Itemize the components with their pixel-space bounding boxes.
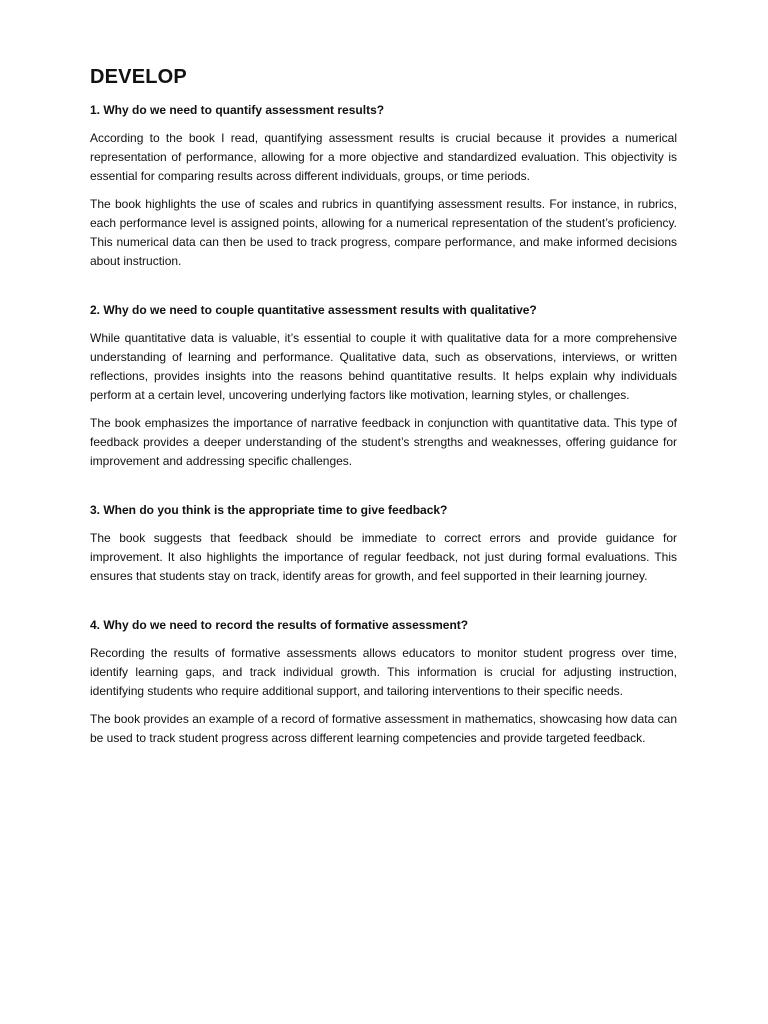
question-heading: 1. Why do we need to quantify assessment results? [90, 103, 385, 117]
answer-paragraph: The book provides an example of a record of formative assessment in mathematics, showcasing how data can be used to track student progress across different learning competencies and provide targeted feedback. [90, 712, 677, 745]
question-heading: 2. Why do we need to couple quantitative assessment results with qualitative? [90, 303, 537, 317]
document-page [90, 64, 677, 757]
answer-paragraph: While quantitative data is valuable, it’s essential to couple it with qualitative data for a more comprehensive understanding of learning and performance. Qualitative data, such as observations, interviews, or written reflections, provides insights into the reasons behind quantitative results. It helps explain why individuals perform at a certain level, uncovering underlying factors like motivation, learning styles, or challenges. [90, 331, 677, 402]
question-heading: 4. Why do we need to record the results of formative assessment? [90, 618, 469, 632]
section-3 [90, 502, 677, 586]
section-1 [90, 102, 677, 271]
answer-paragraph: The book highlights the use of scales and rubrics in quantifying assessment results. For instance, in rubrics, each performance level is assigned points, allowing for a numerical representation of the student’s proficiency. This numerical data can then be used to track progress, compare performance, and make informed decisions about instruction. [90, 197, 677, 268]
answer-paragraph: Recording the results of formative assessments allows educators to monitor student progress over time, identify learning gaps, and track individual growth. This information is crucial for adjusting instruction, identifying students who require additional support, and tailoring interventions to their specific needs. [90, 646, 677, 698]
document-title: DEVELOP [90, 66, 187, 88]
section-2 [90, 302, 677, 471]
question-heading: 3. When do you think is the appropriate time to give feedback? [90, 503, 448, 517]
answer-paragraph: The book suggests that feedback should be immediate to correct errors and provide guidance for improvement. It also highlights the importance of regular feedback, not just during formal evaluations. This ensures that students stay on track, identify areas for growth, and feel supported in their learning journey. [90, 531, 677, 583]
answer-paragraph: The book emphasizes the importance of narrative feedback in conjunction with quantitative data. This type of feedback provides a deeper understanding of the student’s strengths and weaknesses, offering guidance for improvement and addressing specific challenges. [90, 416, 677, 468]
answer-paragraph: According to the book I read, quantifying assessment results is crucial because it provides a numerical representation of performance, allowing for a more objective and standardized evaluation. This objectivity is essential for comparing results across different individuals, groups, or time periods. [90, 131, 677, 183]
section-4 [90, 617, 677, 748]
